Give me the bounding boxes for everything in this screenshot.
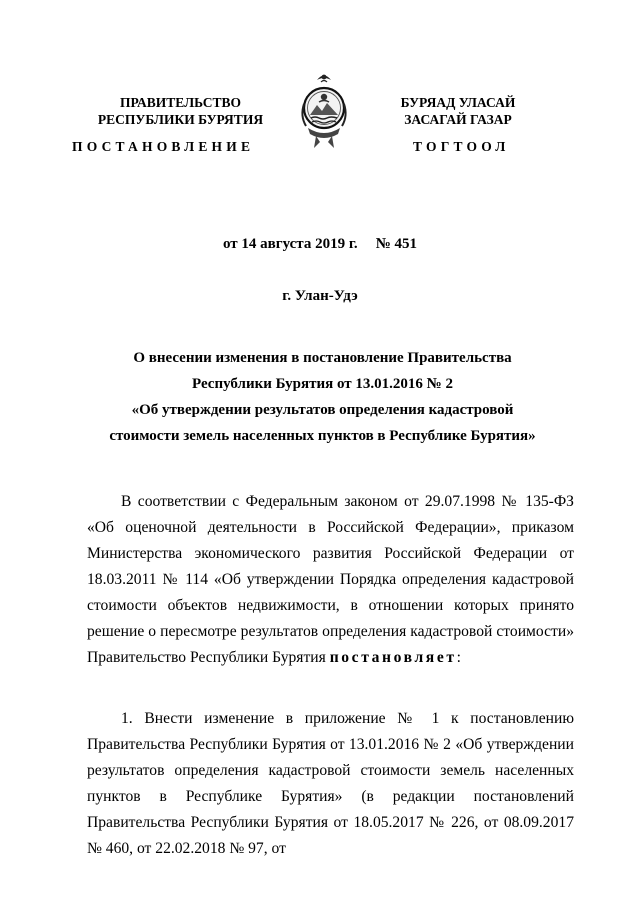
resolution-keyword: постановляет — [329, 649, 457, 666]
issuer-line-1-buryat: БУРЯАД УЛАСАЙ — [400, 95, 516, 110]
preamble-colon: : — [456, 649, 461, 666]
issuer-name-russian — [78, 94, 283, 128]
title-line-3: «Об утверждении результатов определения кадастровой — [131, 402, 514, 418]
preamble-text: В соответствии с Федеральным законом от 29.07.1998 № 135-ФЗ «Об оценочной деятельности в Российской Федерации», приказом Министерства экономического развития Российской Федерации от 18.03.2011 № 114 «Об утверждении Порядка определения кадастровой стоимости объектов недвижимости, в отношении которых принято решение о пересмотре результатов определения кадастровой стоимости» Правительство Республики Бурятия — [87, 493, 574, 666]
title-line-4: стоимости земель населенных пунктов в Республике Бурятия» — [109, 428, 536, 444]
title-line-1: О внесении изменения в постановление Правительства — [133, 350, 512, 366]
document-city: г. Улан-Удэ — [282, 288, 358, 304]
document-number: № 451 — [375, 236, 418, 252]
title-line-2: Республики Бурятия от 13.01.2016 № 2 — [192, 376, 453, 392]
issuer-line-1: ПРАВИТЕЛЬСТВО — [119, 95, 241, 110]
issuer-line-2: РЕСПУБЛИКИ БУРЯТИЯ — [97, 112, 264, 127]
item-1-paragraph — [87, 706, 574, 862]
issuer-line-2-buryat: ЗАСАГАЙ ГАЗАР — [404, 112, 512, 127]
coat-of-arms-icon — [298, 68, 350, 152]
document-title — [60, 345, 585, 449]
preamble-paragraph — [87, 489, 574, 671]
issuer-name-buryat — [378, 94, 538, 128]
document-date: от 14 августа 2019 г. — [222, 236, 358, 252]
doc-type-buryat: ТОГТООЛ — [413, 139, 510, 154]
doc-type-russian: ПОСТАНОВЛЕНИЕ — [72, 139, 255, 154]
date-number-line — [0, 236, 640, 253]
item-1-text: 1. Внести изменение в приложение № 1 к постановлению Правительства Республики Бурятия от 13.01.2016 № 2 «Об утверждении результатов определения кадастровой стоимости земель населенных пунктов в Республике Бурятия» (в редакции постановлений Правительства Республики Бурятия от 18.05.2017 № 226, от 08.09.2017 № 460, от 22.02.2018 № 97, от — [87, 710, 574, 857]
